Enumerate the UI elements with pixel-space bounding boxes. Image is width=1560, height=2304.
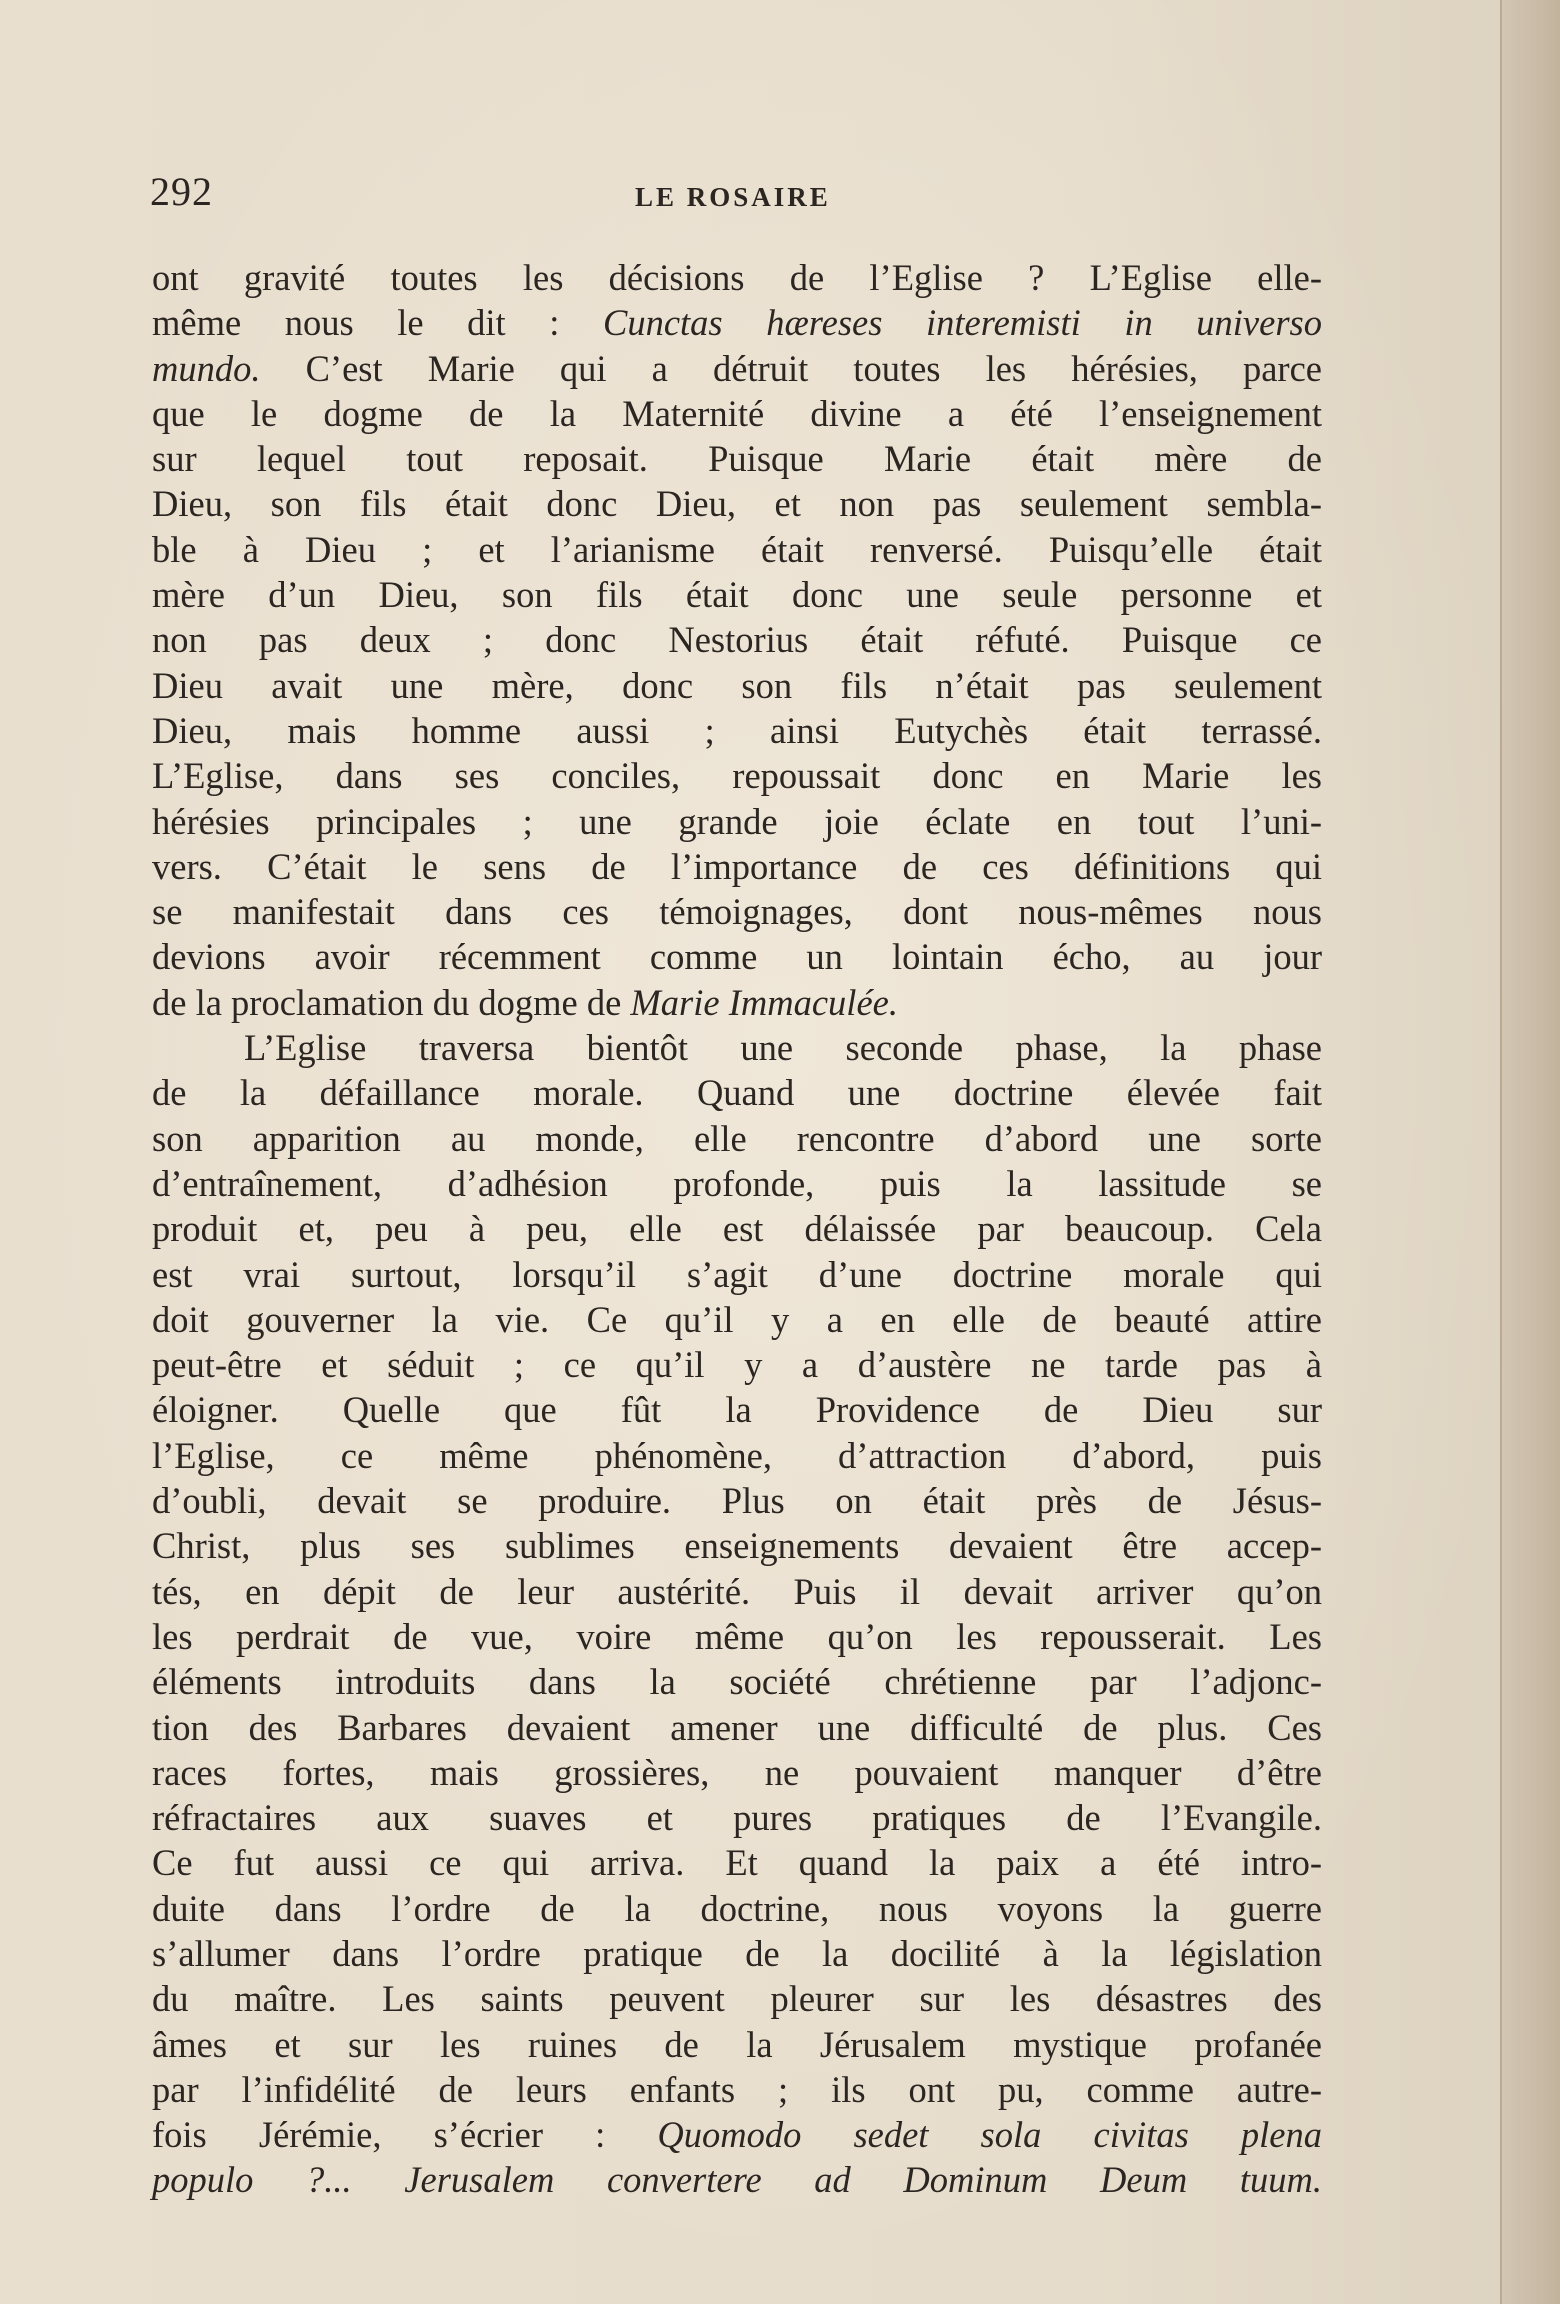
body-text bbox=[152, 255, 1322, 2203]
text-line bbox=[152, 799, 1322, 844]
text-segment: ble à Dieu ; et l’arianisme était renversé. Puisqu’elle était bbox=[152, 528, 1322, 570]
text-segment: de la proclamation du dogme de bbox=[152, 981, 631, 1023]
text-line bbox=[152, 527, 1322, 572]
text-segment: doit gouverner la vie. Ce qu’il y a en elle de beauté attire bbox=[152, 1298, 1322, 1340]
text-segment: devions avoir récemment comme un lointain écho, au jour bbox=[152, 936, 1322, 978]
text-segment: par l’infidélité de leurs enfants ; ils ont pu, comme autre- bbox=[152, 2068, 1322, 2110]
running-title: LE ROSAIRE bbox=[635, 182, 831, 212]
text-segment: éléments introduits dans la société chrétienne par l’adjonc- bbox=[152, 1661, 1322, 1703]
text-segment: tés, en dépit de leur austérité. Puis il devait arriver qu’on bbox=[152, 1570, 1322, 1612]
text-line bbox=[152, 1070, 1322, 1115]
text-segment: L’Eglise traversa bientôt une seconde phase, la phase bbox=[244, 1027, 1322, 1069]
text-line bbox=[152, 1161, 1322, 1206]
text-line bbox=[152, 1659, 1322, 1704]
text-line bbox=[152, 1025, 1322, 1070]
text-segment: Dieu avait une mère, donc son fils n’était pas seulement bbox=[152, 664, 1322, 706]
text-line bbox=[152, 300, 1322, 345]
text-line bbox=[152, 1433, 1322, 1478]
text-segment: se manifestait dans ces témoignages, dont nous-mêmes nous bbox=[152, 891, 1322, 933]
text-segment: son apparition au monde, elle rencontre d’abord une sorte bbox=[152, 1117, 1322, 1159]
text-line bbox=[152, 1795, 1322, 1840]
text-line bbox=[152, 1206, 1322, 1251]
text-segment: Christ, plus ses sublimes enseignements devaient être accep- bbox=[152, 1525, 1322, 1567]
text-line bbox=[152, 1931, 1322, 1976]
text-line bbox=[152, 1569, 1322, 1614]
text-segment: fois Jérémie, s’écrier : bbox=[152, 2114, 658, 2156]
text-segment: peut-être et séduit ; ce qu’il y a d’austère ne tarde pas à bbox=[152, 1344, 1322, 1386]
text-segment: de la défaillance morale. Quand une doctrine élevée fait bbox=[152, 1072, 1322, 1114]
italic-text: populo ?... Jerusalem convertere ad Dominum Deum tuum. bbox=[152, 2159, 1322, 2201]
text-line bbox=[152, 2067, 1322, 2112]
text-line bbox=[152, 1387, 1322, 1432]
text-line bbox=[152, 1614, 1322, 1659]
text-line bbox=[152, 255, 1322, 300]
text-segment: Dieu, son fils était donc Dieu, et non pas seulement sembla- bbox=[152, 483, 1322, 525]
page-number: 292 bbox=[150, 169, 213, 214]
text-line bbox=[152, 617, 1322, 662]
text-segment: non pas deux ; donc Nestorius était réfuté. Puisque ce bbox=[152, 619, 1322, 661]
text-line bbox=[152, 1252, 1322, 1297]
text-line bbox=[152, 980, 1322, 1025]
page-edge bbox=[1500, 0, 1560, 2304]
text-line bbox=[152, 663, 1322, 708]
text-line bbox=[152, 2112, 1322, 2157]
text-segment: âmes et sur les ruines de la Jérusalem mystique profanée bbox=[152, 2023, 1322, 2065]
text-line bbox=[152, 1705, 1322, 1750]
text-line bbox=[152, 889, 1322, 934]
text-segment: d’entraînement, d’adhésion profonde, puis la lassitude se bbox=[152, 1162, 1322, 1204]
text-segment: ont gravité toutes les décisions de l’Eglise ? L’Eglise elle- bbox=[152, 257, 1322, 298]
text-segment: tion des Barbares devaient amener une difficulté de plus. Ces bbox=[152, 1706, 1322, 1748]
text-segment: sur lequel tout reposait. Puisque Marie était mère de bbox=[152, 438, 1322, 480]
text-line bbox=[152, 1976, 1322, 2021]
text-line bbox=[152, 2022, 1322, 2067]
text-segment: L’Eglise, dans ses conciles, repoussait donc en Marie les bbox=[152, 755, 1322, 797]
text-line bbox=[152, 481, 1322, 526]
text-line bbox=[152, 1342, 1322, 1387]
text-segment: races fortes, mais grossières, ne pouvaient manquer d’être bbox=[152, 1751, 1322, 1793]
text-line bbox=[152, 1750, 1322, 1795]
text-segment: s’allumer dans l’ordre pratique de la docilité à la législation bbox=[152, 1932, 1322, 1974]
text-line bbox=[152, 1886, 1322, 1931]
text-line bbox=[152, 572, 1322, 617]
text-segment: l’Eglise, ce même phénomène, d’attraction d’abord, puis bbox=[152, 1434, 1322, 1476]
page-header bbox=[150, 168, 1300, 228]
text-line bbox=[152, 753, 1322, 798]
text-segment: réfractaires aux suaves et pures pratiques de l’Evangile. bbox=[152, 1797, 1322, 1839]
text-segment: Ce fut aussi ce qui arriva. Et quand la paix a été intro- bbox=[152, 1842, 1322, 1884]
text-segment: hérésies principales ; une grande joie éclate en tout l’uni- bbox=[152, 800, 1322, 842]
text-segment: éloigner. Quelle que fût la Providence de Dieu sur bbox=[152, 1389, 1322, 1431]
text-segment: que le dogme de la Maternité divine a été l’enseignement bbox=[152, 392, 1322, 434]
text-line bbox=[152, 346, 1322, 391]
text-segment: du maître. Les saints peuvent pleurer sur les désastres des bbox=[152, 1978, 1322, 2020]
text-line bbox=[152, 934, 1322, 979]
text-segment: vers. C’était le sens de l’importance de ces définitions qui bbox=[152, 845, 1322, 887]
text-segment: produit et, peu à peu, elle est délaissée par beaucoup. Cela bbox=[152, 1208, 1322, 1250]
text-segment: Dieu, mais homme aussi ; ainsi Eutychès était terrassé. bbox=[152, 709, 1322, 751]
text-line bbox=[152, 2157, 1322, 2202]
text-segment: C’est Marie qui a détruit toutes les hérésies, parce bbox=[260, 347, 1322, 389]
text-line bbox=[152, 1297, 1322, 1342]
text-line bbox=[152, 1478, 1322, 1523]
text-segment: les perdrait de vue, voire même qu’on les repousserait. Les bbox=[152, 1615, 1322, 1657]
text-segment: est vrai surtout, lorsqu’il s’agit d’une doctrine morale qui bbox=[152, 1253, 1322, 1295]
text-segment: duite dans l’ordre de la doctrine, nous voyons la guerre bbox=[152, 1887, 1322, 1929]
text-segment: même nous le dit : bbox=[152, 302, 603, 344]
text-line bbox=[152, 1116, 1322, 1161]
text-segment: mère d’un Dieu, son fils était donc une seule personne et bbox=[152, 574, 1322, 616]
text-line bbox=[152, 1523, 1322, 1568]
italic-text: Marie Immaculée. bbox=[630, 981, 898, 1023]
text-line bbox=[152, 844, 1322, 889]
text-line bbox=[152, 708, 1322, 753]
italic-text: Quomodo sedet sola civitas plena bbox=[657, 2114, 1322, 2156]
italic-text: Cunctas hæreses interemisti in universo bbox=[602, 302, 1322, 344]
text-line bbox=[152, 1840, 1322, 1885]
text-line bbox=[152, 391, 1322, 436]
text-line bbox=[152, 436, 1322, 481]
text-segment: d’oubli, devait se produire. Plus on était près de Jésus- bbox=[152, 1480, 1322, 1522]
italic-text: mundo. bbox=[152, 347, 261, 389]
